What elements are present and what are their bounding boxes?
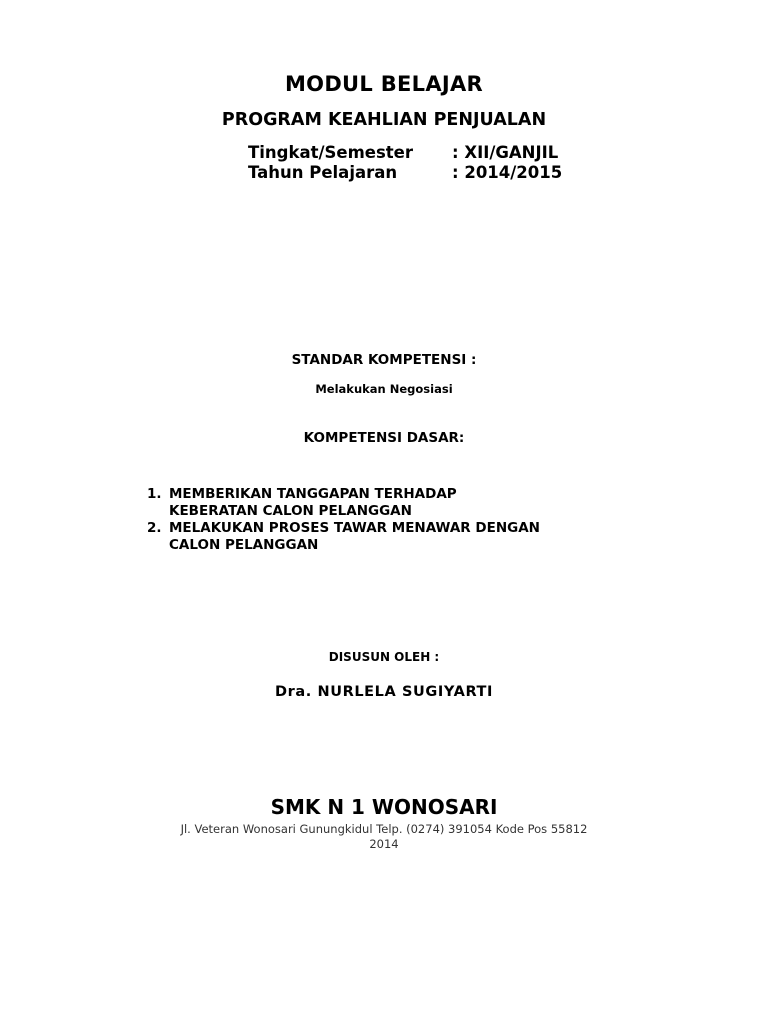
school-address: Jl. Veteran Wonosari Gunungkidul Telp. (0274) 391054 Kode Pos 55812 — [180, 822, 588, 836]
standar-kompetensi-text: Melakukan Negosiasi — [315, 382, 453, 396]
list-item — [147, 520, 540, 554]
author-name: Dra. NURLELA SUGIYARTI — [274, 684, 494, 700]
meta-value-tingkat: : XII/GANJIL — [452, 143, 559, 162]
list-item — [147, 486, 540, 520]
list-item-line: KEBERATAN CALON PELANGGAN — [169, 503, 412, 519]
list-item-line: MEMBERIKAN TANGGAPAN TERHADAP — [169, 486, 457, 502]
meta-row-tahun — [248, 163, 562, 182]
document-title: MODUL BELAJAR — [284, 72, 484, 96]
list-item-line: CALON PELANGGAN — [169, 537, 319, 553]
document-year: 2014 — [369, 837, 399, 851]
list-item-number: 2. — [147, 520, 162, 536]
meta-row-tingkat — [248, 143, 558, 162]
list-item-line: MELAKUKAN PROSES TAWAR MENAWAR DENGAN — [169, 520, 540, 536]
meta-label-tahun: Tahun Pelajaran — [248, 163, 398, 182]
list-item-number: 1. — [147, 486, 162, 502]
kompetensi-dasar-heading: KOMPETENSI DASAR: — [303, 430, 465, 446]
standar-kompetensi-heading: STANDAR KOMPETENSI : — [291, 352, 477, 368]
meta-label-tingkat: Tingkat/Semester — [248, 143, 413, 162]
author-label: DISUSUN OLEH : — [328, 650, 440, 664]
kompetensi-dasar-list — [147, 486, 540, 554]
meta-value-tahun: : 2014/2015 — [452, 163, 563, 182]
school-name: SMK N 1 WONOSARI — [270, 795, 498, 819]
program-subtitle: PROGRAM KEAHLIAN PENJUALAN — [221, 110, 547, 130]
